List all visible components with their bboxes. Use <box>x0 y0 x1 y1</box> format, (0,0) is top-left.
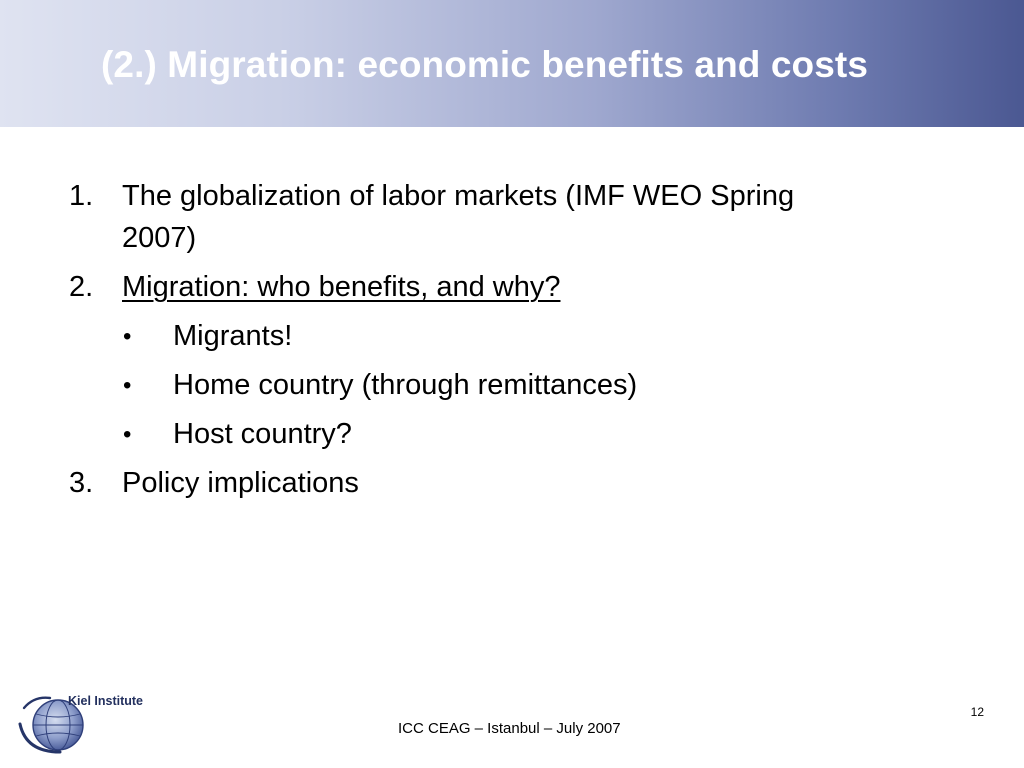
page-number: 12 <box>970 705 984 719</box>
logo-text: Kiel Institute <box>68 694 144 708</box>
list-number-3: 3. <box>69 467 94 499</box>
list-item-1-line-2: 2007) <box>122 222 197 254</box>
bullet-icon: • <box>123 372 132 399</box>
kiel-institute-logo <box>18 690 168 756</box>
footer-text: ICC CEAG – Istanbul – July 2007 <box>398 720 621 737</box>
list-item-2-heading: Migration: who benefits, and why? <box>122 271 561 303</box>
sub-item-migrants: Migrants! <box>173 320 293 352</box>
slide-title: (2.) Migration: economic benefits and costs <box>101 44 869 85</box>
bullet-icon: • <box>123 421 132 448</box>
bullet-icon: • <box>123 323 132 350</box>
sub-item-home-country: Home country (through remittances) <box>173 369 638 401</box>
list-item-3: Policy implications <box>122 467 359 499</box>
list-item-1-line-1: The globalization of labor markets (IMF WEO Spring <box>122 180 795 212</box>
list-number-1: 1. <box>69 180 94 212</box>
list-number-2: 2. <box>69 271 94 303</box>
sub-item-host-country: Host country? <box>173 418 352 450</box>
